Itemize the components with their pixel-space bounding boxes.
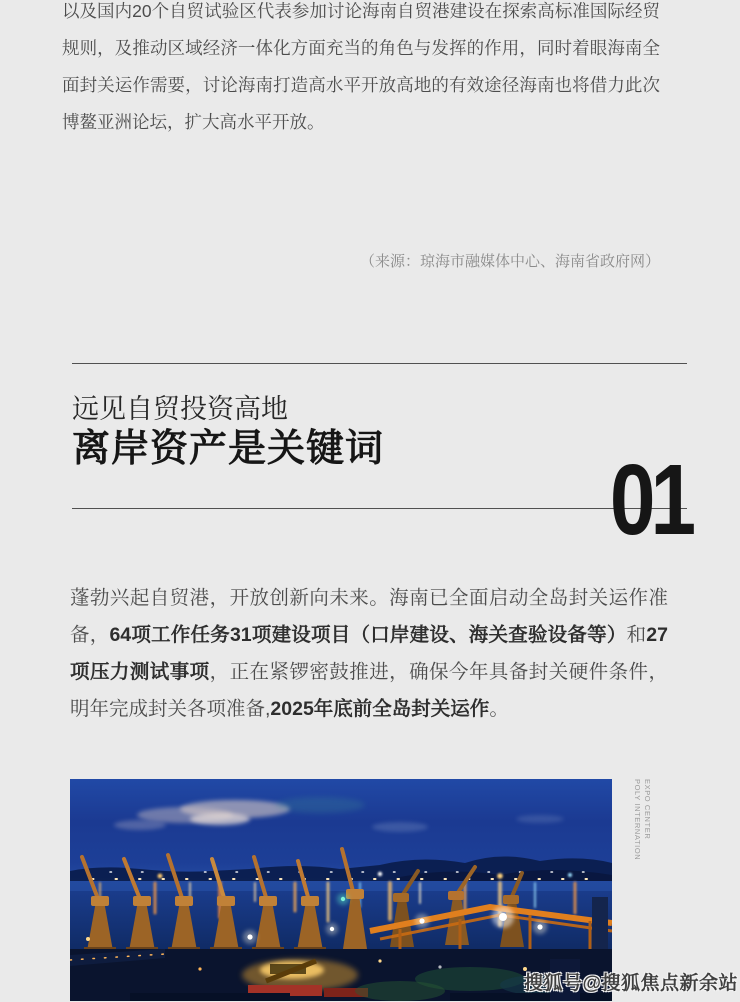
- section-eyebrow: 远见自贸投资高地: [72, 394, 288, 424]
- body-paragraph-2: 蓬勃兴起自贸港，开放创新向未来。海南已全面启动全岛封关运作准备，64项工作任务31项建设项目（口岸建设、海关查验设备等）和27项压力测试事项，正在紧锣密鼓推进，确保今年具备封关硬件条件，明年完成封关各项准备,2025年底前全岛封关运作。: [70, 587, 668, 720]
- watermark: 搜狐号@搜狐焦点新余站: [523, 973, 738, 994]
- photo-side-caption-line2: EXPO CENTER: [643, 779, 652, 840]
- section-header: [72, 363, 691, 556]
- section-title: 离岸资产是关键词: [72, 428, 385, 470]
- photo-side-caption-line1: POLY INTERNATION: [633, 779, 642, 861]
- body-paragraph-1: 以及国内20个自贸试验区代表参加讨论海南自贸港建设在探索高标准国际经贸规则，及推动区域经济一体化方面充当的角色与发挥的作用，同时着眼海南全面封关运作需要，讨论海南打造高水平开放高地的有效途径海南也将借力此次博鳌亚洲论坛，扩大高水平开放。: [62, 1, 660, 132]
- section-divider: [72, 508, 687, 509]
- photo-side-caption: [632, 779, 652, 875]
- section-number: 01: [609, 444, 691, 556]
- source-attribution: （来源：琼海市融媒体中心、海南省政府网）: [359, 253, 660, 270]
